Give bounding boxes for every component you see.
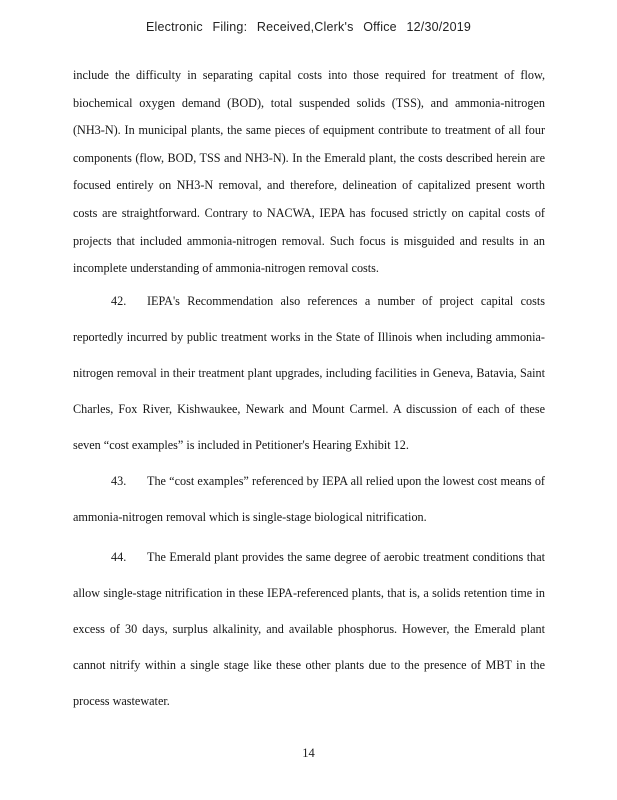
document-body — [73, 62, 545, 719]
paragraph-43 — [73, 463, 545, 535]
paragraph-number: 43. — [111, 473, 127, 488]
paragraph-continuation: include the difficulty in separating capital costs into those required for treatment of flow, biochemical oxygen demand (BOD), total suspended solids (TSS), and ammonia-nitrogen (NH3-N). In municipal plants, the same pieces of equipment contribute to treatment of all four components (flow, BOD, TSS and NH3-N). In the Emerald plant, the costs described herein are focused entirely on NH3-N removal, and therefore, delineation of capitalized present worth costs are straightforward. Contrary to NACWA, IEPA has focused strictly on capital costs of projects that included ammonia-nitrogen removal. Such focus is misguided and results in an incomplete understanding of ammonia-nitrogen removal costs. — [73, 68, 545, 276]
paragraph-text: The Emerald plant provides the same degree of aerobic treatment conditions that allow single-stage nitrification in these IEPA-referenced plants, that is, a solids retention time in excess of 30 days, surplus alkalinity, and available phosphorus. However, the Emerald plant cannot nitrify within a single stage like these other plants due to the presence of MBT in the process wastewater. — [73, 549, 545, 708]
paragraph-44 — [73, 539, 545, 719]
paragraph-42 — [73, 283, 545, 463]
paragraph-text: The “cost examples” referenced by IEPA all relied upon the lowest cost means of ammonia-nitrogen removal which is single-stage biological nitrification. — [73, 473, 545, 524]
page-number: 14 — [302, 746, 315, 760]
paragraph-number: 44. — [111, 549, 127, 564]
paragraph-number: 42. — [111, 293, 127, 308]
filing-stamp-header: Electronic Filing: Received,Clerk's Office 12/30/2019 — [145, 20, 472, 34]
paragraph-text: IEPA's Recommendation also references a number of project capital costs reportedly incurred by public treatment works in the State of Illinois when including ammonia-nitrogen removal in their treatment plant upgrades, including facilities in Geneva, Batavia, Saint Charles, Fox River, Kishwaukee, Newark and Mount Carmel. A discussion of each of these seven “cost examples” is included in Petitioner's Hearing Exhibit 12. — [73, 293, 545, 452]
